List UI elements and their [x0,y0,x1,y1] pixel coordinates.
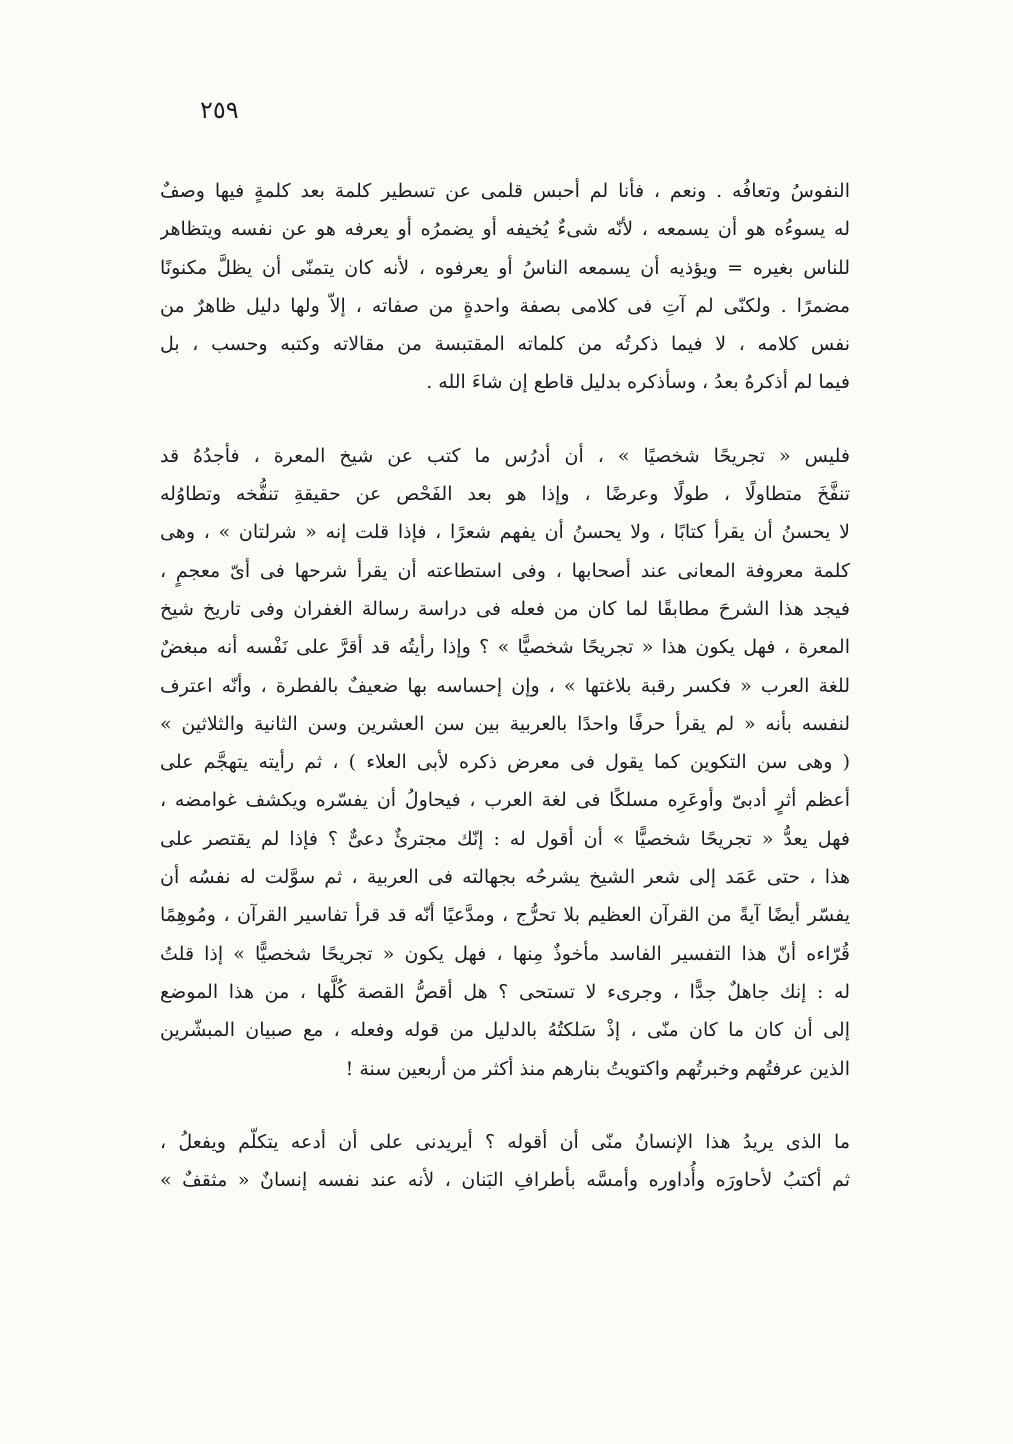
text-line: له : إنك جاهلٌ جدًّا ، وجرىء لا تستحى ؟ هل أقصُّ القصة كُلَّها ، من هذا الموضع [160,980,850,1003]
paragraph-gap [160,402,850,437]
text-line: لنفسه بأنه « لم يقرأ حرفًا واحدًا بالعربية بين سن العشرين وسن الثانية والثلاثين » [160,712,850,735]
text-line: نفس كلامه ، لا فيما ذكرتُه من كلماته المقتبسة من مقالاته وكتبه وحسب ، بل [160,333,850,356]
text-line: فيما لم أذكرهُ بعدُ ، وسأذكره بدليل قاطع إن شاءَ الله . [426,371,850,394]
text-line: النفوسُ وتعافُه . ونعم ، فأنا لم أحبس قلمى عن تسطير كلمة بعد كلمةٍ فيها وصفٌ [160,180,850,202]
text-line: هذا ، حتى عَمَد إلى شعر الشيخ يشرحُه بجهالته فى العربية ، ثم سوَّلت له نفسُه أن [160,866,850,889]
paragraph-1 [160,172,850,402]
text-line: له يسوءُه هو أن يسمعه ، لأنّه شىءٌ يُخيفه أو يضمرُه أو يعرفه هو عن نفسه ويتظاهر [160,218,850,241]
paragraph-2 [160,437,850,1088]
text-line: كلمة معروفة المعانى عند أصحابها ، وفى استطاعته أن يقرأ شرحها فى أىّ معجمٍ ، [160,559,850,582]
text-line: للغة العرب « فكسر رقبة بلاغتها » ، وإن إحساسه بها ضعيفٌ بالفطرة ، وأنّه اعترف [160,674,850,697]
text-line: للناس بغيره = ويؤذيه أن يسمعه الناسُ أو يعرفوه ، لأنه كان يتمنّى أن يظلَّ مكنونًا [160,256,850,279]
text-line: فيجد هذا الشرحَ مطابقًا لما كان من فعله فى دراسة رسالة الغفران وفى تاريخ شيخ [160,597,850,620]
text-line: تنفَّخَ متطاولًا ، طولًا وعرضًا ، وإذا هو بعد الفَحْص عن حقيقةِ تنفُّخه وتطاوُله [160,483,850,506]
text-line: لا يحسنُ أن يقرأ كتابًا ، ولا يحسنُ أن يفهم شعرًا ، فإذا قلت إنه « شرلتان » ، وهى [160,521,850,544]
text-line: ( وهى سن التكوين كما يقول فى معرض ذكره لأبى العلاء ) ، ثم رأيته يتهجَّم على [160,751,850,774]
text-line: فليس « تجريحًا شخصيًا » ، أن أدرُس ما كتب عن شيخ المعرة ، فأجدُهُ قد [160,444,850,467]
text-line: يفسّر أيضًا آيةً من القرآن العظيم بلا تحرُّج ، ومدَّعيًا أنّه قد قرأ تفاسير القرآن ، ومُوهِمًا [160,904,850,927]
text-line: الذين عرفتُهم وخبرتُهم واكتويتُ بنارهم منذ أكثر من أربعين سنة ! [345,1057,850,1080]
text-line: المعرة ، فهل يكون هذا « تجريحًا شخصيًّا » ؟ وإذا رأيتُه قد أقرَّ على نَفْسه أنه مبغضٌ [160,636,850,659]
text-line: ثم أكتبُ لأحاورَه وأُداوره وأمسَّه بأطرافِ البَنان ، لأنه عند نفسه إنسانٌ « مثقفٌ » [160,1169,850,1192]
page-number: ٢٥٩ [200,96,239,124]
text-line: فهل يعدُّ « تجريحًا شخصيًّا » أن أقول له : إنّك مجترئٌ دعىٌّ ؟ فإذا لم يقتصر على [160,827,850,850]
paragraph-3 [160,1123,850,1200]
paragraph-gap [160,1088,850,1123]
body-text [160,172,850,1199]
text-line: إلى أن كان ما كان منّى ، إذْ سَلكتُهُ بالدليل من قوله وفعله ، مع صبيان المبشّرين [160,1019,850,1042]
text-line: قُرّاءه أنّ هذا التفسير الفاسد مأخوذٌ مِنها ، فهل يكون « تجريحًا شخصيًّا » إذا قلتُ [160,942,850,965]
text-line: أعظم أثرٍ أدبىّ وأوعَرِه مسلكًا فى لغة العرب ، فيحاولُ أن يفسّره ويكشف غوامضه ، [160,789,850,812]
text-line: مضمرًا . ولكنّى لم آتِ فى كلامى بصفة واحدةٍ من صفاته ، إلاّ ولها دليل ظاهرٌ من [160,294,850,317]
text-line: ما الذى يريدُ هذا الإنسانُ منّى أن أقوله ؟ أيريدنى على أن أدعه يتكلّم ويفعلُ ، [160,1130,850,1153]
